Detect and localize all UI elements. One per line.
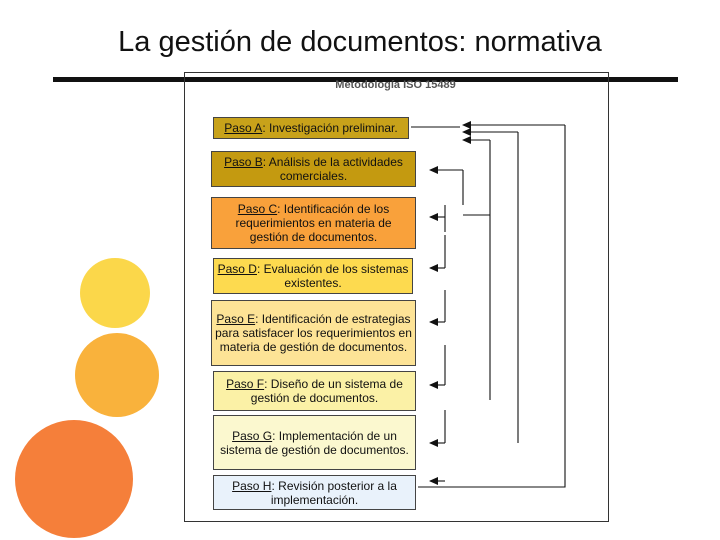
step-e-text: : Identificación de estrategias para satisfacer los requerimientos en materia de gestión de documentos. [215, 312, 412, 354]
step-g-text: : Implementación de un sistema de gestión de documentos. [220, 428, 409, 457]
feedback-line-main [418, 125, 565, 487]
diagram-title: Metodología ISO 15489 [335, 79, 456, 91]
step-c-code: Paso C [237, 202, 278, 216]
step-d-text: : Evaluación de los sistemas existentes. [256, 262, 409, 290]
step-f-text: : Diseño de un sistema de gestión de documentos. [250, 377, 403, 405]
step-b-code: Paso B [224, 155, 263, 169]
step-c-text: : Identificación de los requerimientos en materia de gestión de documentos. [235, 202, 392, 244]
slide-title: La gestión de documentos: normativa [118, 26, 602, 58]
step-g-code: Paso G [232, 428, 273, 443]
step-h-text: : Revisión posterior a la implementación. [270, 478, 397, 507]
step-f-code: Paso F [226, 377, 265, 391]
step-b-text: : Análisis de la actividades comerciales. [262, 155, 403, 183]
step-e-code: Paso E [216, 312, 256, 326]
step-h-code: Paso H [232, 478, 272, 493]
step-a-text: : Investigación preliminar. [262, 121, 398, 135]
step-a-code: Paso A [224, 121, 263, 135]
step-d-code: Paso D [217, 262, 257, 276]
